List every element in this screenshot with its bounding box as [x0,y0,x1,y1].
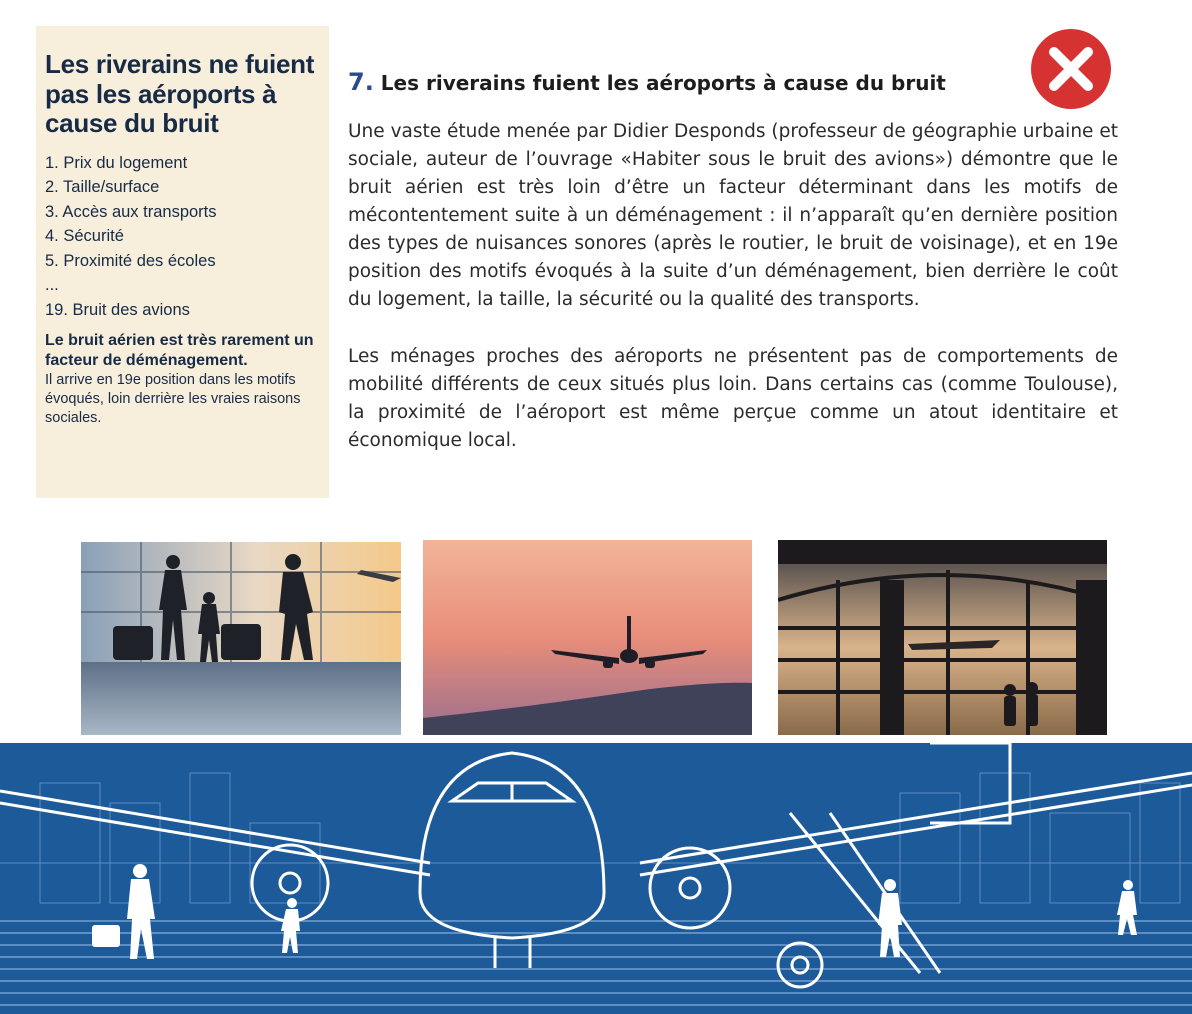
list-item: ... [45,276,59,295]
list-item: 3. Accès aux transports [45,202,217,221]
sidebar-list [45,151,321,323]
article-paragraph-1: Une vaste étude menée par Didier Desponds (professeur de géographie urbaine et sociale, auteur de l’ouvrage «Habiter sous le bruit des avions») démontre que le bruit aérien est très loin d’être un facteur déterminant dans les motifs de mécontentement suite à un déménagement : il n’apparaît qu’en dernière position des types de nuisances sonores (après le routier, le bruit de voisinage), et en 19e position des motifs évoqués à la suite d’un déménagement, bien derrière le coût du logement, la taille, la sécurité ou la qualité des transports. [348,121,1118,310]
photo-terminal-window [778,540,1107,735]
list-item: 19. Bruit des avions [45,301,190,320]
x-circle-icon [1030,28,1112,110]
photo-family-terminal [81,542,401,735]
list-item: 4. Sécurité [45,227,124,246]
heading-title: Les riverains fuient les aéroports à cause du bruit [380,71,946,95]
sidebar-note-strong: Le bruit aérien est très rarement un facteur de déménagement. [45,331,314,369]
photo-plane-sunset [423,540,752,735]
list-item: 5. Proximité des écoles [45,251,216,270]
list-item: 1. Prix du logement [45,153,188,172]
sidebar-title: Les riverains ne fuient pas les aéroports à cause du bruit [45,49,315,138]
sidebar-note-small: Il arrive en 19e position dans les motifs évoqués, loin derrière les vraies raisons sociales. [45,371,301,426]
heading-number: 7. [348,68,374,96]
sidebar-note [45,331,321,428]
article-paragraph-2: Les ménages proches des aéroports ne présentent pas de comportements de mobilité différents de ceux situés plus loin. Dans certains cas (comme Toulouse), la proximité de l’aéroport est même perçue comme un atout identitaire et économique local. [348,346,1118,451]
list-item: 2. Taille/surface [45,178,160,197]
airport-lineart-banner [0,743,1192,1014]
sidebar-summary [36,26,329,498]
article-heading [348,68,946,96]
